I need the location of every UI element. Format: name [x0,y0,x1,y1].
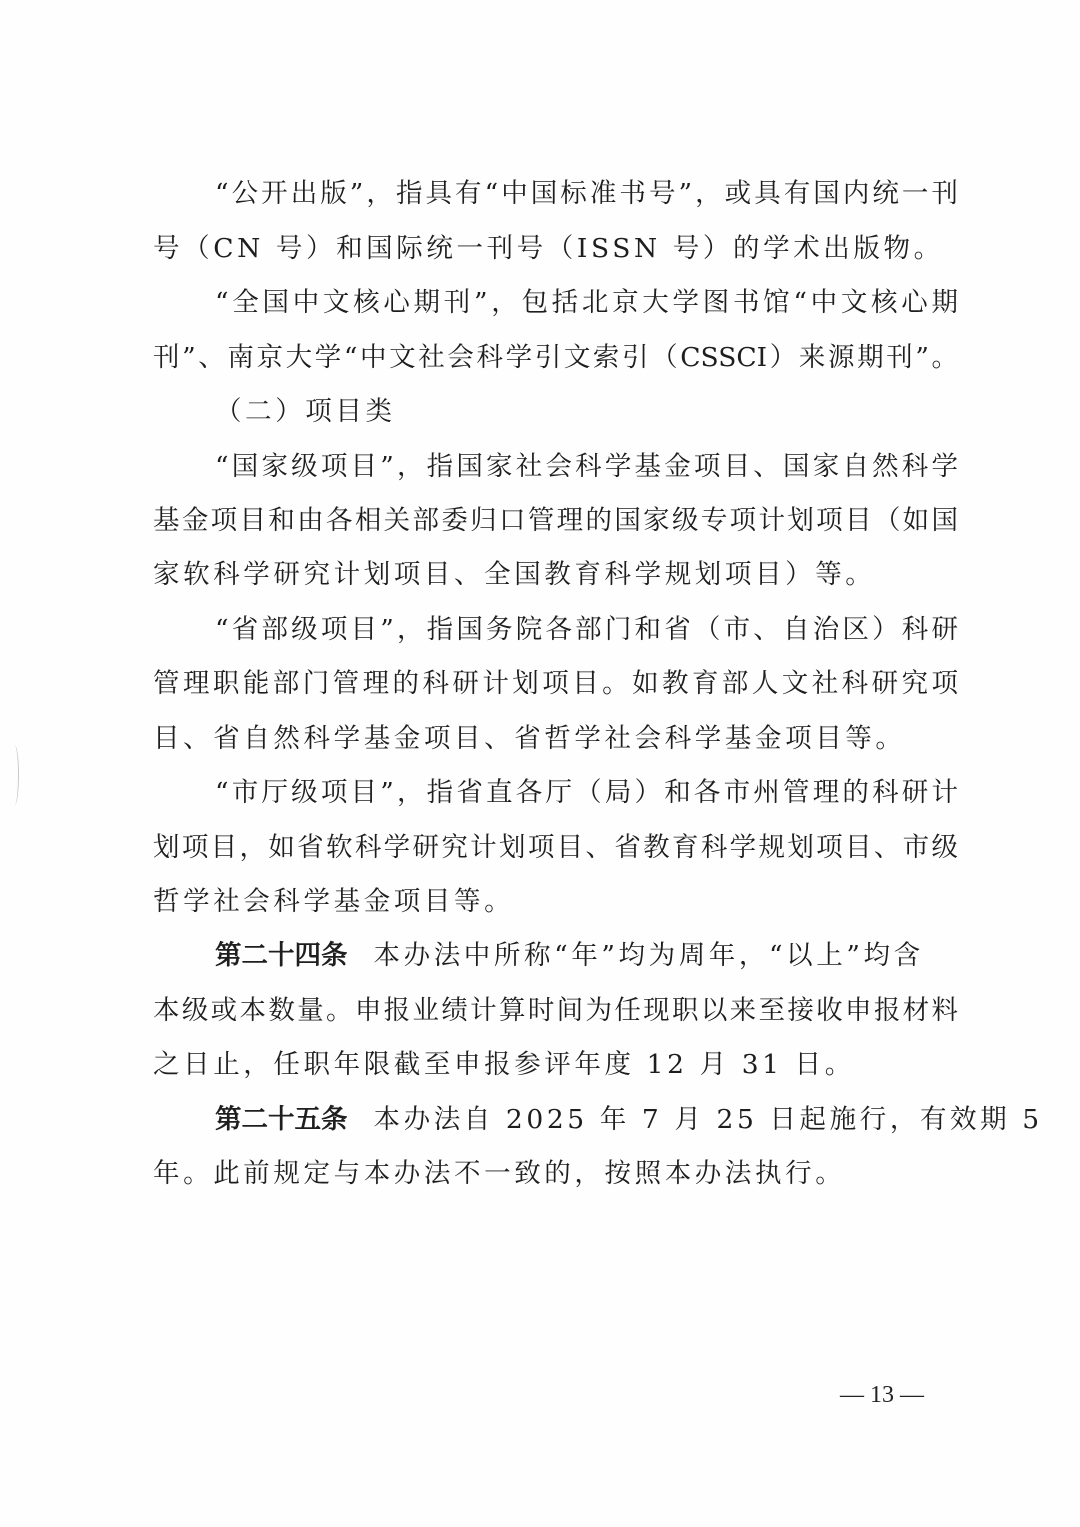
article-25-line-2: 年。此前规定与本办法不一致的，按照本办法执行。 [153,1158,846,1189]
article-24-text: 本办法中所称“年”均为周年，“以上”均含 [373,940,924,971]
article-25-line-1 [215,1100,1043,1140]
binding-mark [10,745,19,805]
paragraph-municipal-project-line-2: 划项目，如省软科学研究计划项目、省教育科学规划项目、市级 [153,832,958,863]
paragraph-national-project-line-1: “国家级项目”，指国家社会科学基金项目、国家自然科学 [215,451,958,482]
paragraph-municipal-project-line-1: “市厅级项目”，指省直各厅（局）和各市州管理的科研计 [215,777,958,808]
article-24-line-3: 之日止，任职年限截至申报参评年度 12 月 31 日。 [153,1049,855,1080]
page-number: — 13 — [840,1382,924,1408]
article-24-line-2: 本级或本数量。申报业绩计算时间为任现职以来至接收申报材料 [153,995,958,1026]
paragraph-national-project-line-2: 基金项目和由各相关部委归口管理的国家级专项计划项目（如国 [153,505,958,536]
paragraph-provincial-project-line-1: “省部级项目”，指国务院各部门和省（市、自治区）科研 [215,614,958,645]
paragraph-municipal-project-line-3: 哲学社会科学基金项目等。 [153,886,515,917]
paragraph-core-journal-def-line-1: “全国中文核心期刊”，包括北京大学图书馆“中文核心期 [215,287,958,318]
section-heading-projects: （二）项目类 [215,396,396,427]
paragraph-publication-def-line-1: “公开出版”，指具有“中国标准书号”，或具有国内统一刊 [215,178,958,209]
paragraph-provincial-project-line-3: 目、省自然科学基金项目、省哲学社会科学基金项目等。 [153,723,906,754]
article-25-label: 第二十五条 [215,1104,348,1135]
article-24-line-1 [215,936,924,976]
article-25-text: 本办法自 2025 年 7 月 25 日起施行，有效期 5 [373,1104,1043,1135]
paragraph-national-project-line-3: 家软科学研究计划项目、全国教育科学规划项目）等。 [153,559,876,590]
paragraph-publication-def-line-2: 号（CN 号）和国际统一刊号（ISSN 号）的学术出版物。 [153,233,944,264]
article-24-label: 第二十四条 [215,940,348,971]
paragraph-core-journal-def-line-2: 刊”、南京大学“中文社会科学引文索引（CSSCI）来源期刊”。 [153,342,958,373]
paragraph-provincial-project-line-2: 管理职能部门管理的科研计划项目。如教育部人文社科研究项 [153,668,958,699]
